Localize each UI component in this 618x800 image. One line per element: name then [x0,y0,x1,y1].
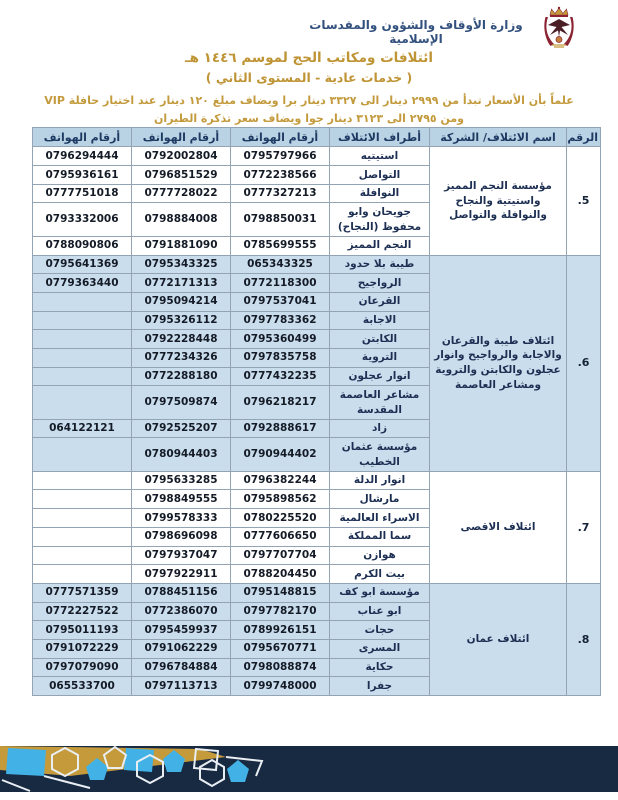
phone-cell: 0777606650 [231,527,330,546]
phone-cell: 0796784884 [132,658,231,677]
party-cell: هوازن [330,546,430,565]
phone-cell: 0797937047 [132,546,231,565]
phone-cell: 0798849555 [132,490,231,509]
coalition-name-cell: ائتلاف الاقصى [430,471,567,583]
party-cell: استيتيه [330,147,430,166]
phone-cell: 0795094214 [132,292,231,311]
phone-cell: 0798088874 [231,658,330,677]
column-header: أرقام الهواتف [33,128,132,147]
phone-cell: 0777751018 [33,184,132,203]
phone-cell: 0772238566 [231,166,330,185]
column-header: أرقام الهواتف [132,128,231,147]
table-row [33,255,601,274]
phone-cell: 0792002804 [132,147,231,166]
phone-cell: 0797509874 [132,386,231,419]
phone-cell: 0797783362 [231,311,330,330]
party-cell: حكاية [330,658,430,677]
party-cell: بيت الكرم [330,565,430,584]
phone-cell: 0789926151 [231,621,330,640]
phone-cell: 0797782170 [231,602,330,621]
phone-cell: 0785699555 [231,236,330,255]
phone-cell: 0797707704 [231,546,330,565]
column-header: أطراف الائتلاف [330,128,430,147]
phone-cell [33,330,132,349]
party-cell: النوافلة [330,184,430,203]
phone-cell: 0772288180 [132,367,231,386]
phone-cell: 0791062229 [132,639,231,658]
phone-cell: 0797835758 [231,348,330,367]
party-cell: التروية [330,348,430,367]
party-cell: زاد [330,419,430,438]
coalition-name-cell: ائتلاف عمان [430,583,567,695]
party-cell: التواصل [330,166,430,185]
phone-cell: 0790944402 [231,438,330,471]
phone-cell: 0795797966 [231,147,330,166]
phone-cell: 0795459937 [132,621,231,640]
phone-cell: 0795633285 [132,471,231,490]
phone-cell [33,471,132,490]
phone-cell: 0796294444 [33,147,132,166]
phone-cell: 0795011193 [33,621,132,640]
price-note-line1: علماً بأن الأسعار تبدأ من ٢٩٩٩ دينار الى ٣٣٢٧ دينار برا ويضاف مبلغ ١٢٠ دينار عند اختيار حافلة VIP [44,94,574,107]
phone-cell: 0772118300 [231,274,330,293]
party-cell: المسرى [330,639,430,658]
table-row [33,583,601,602]
phone-cell: 0780225520 [231,509,330,528]
party-cell: طيبة بلا حدود [330,255,430,274]
table-header-row [33,128,601,147]
phone-cell: 0788204450 [231,565,330,584]
party-cell: مشاعر العاصمة المقدسة [330,386,430,419]
phone-cell: 0799578333 [132,509,231,528]
table-row [33,471,601,490]
phone-cell: 0795148815 [231,583,330,602]
phone-cell: 0777571359 [33,583,132,602]
phone-cell: 0772227522 [33,602,132,621]
phone-cell: 0797079090 [33,658,132,677]
phone-cell: 0797113713 [132,677,231,696]
page-subtitle: ( خدمات عادية - المستوى الثاني ) [205,70,413,85]
phone-cell [33,311,132,330]
party-cell: مارشال [330,490,430,509]
phone-cell [33,438,132,471]
phone-cell: 0793332006 [33,203,132,236]
party-cell: الرواجيح [330,274,430,293]
row-number-cell: 7. [567,471,601,583]
phone-cell: 0777728022 [132,184,231,203]
phone-cell: 065343325 [231,255,330,274]
party-cell: جفرا [330,677,430,696]
phone-cell: 0777327213 [231,184,330,203]
coalition-table [32,127,601,696]
party-cell: الكابتن [330,330,430,349]
phone-cell: 0796218217 [231,386,330,419]
ministry-name: وزارة الأوقاف والشؤون والمقدسات الإسلامية [309,18,523,47]
party-cell: ابو عناب [330,602,430,621]
phone-cell [33,546,132,565]
coalition-name-cell: مؤسسة النجم المميز واستيتية والنجاح والنوافلة والتواصل [430,147,567,255]
phone-cell [33,348,132,367]
phone-cell: 0795641369 [33,255,132,274]
coalition-name-cell: ائتلاف طيبة والقرعان والاجابة والرواجيح وانوار عجلون والكابتن والتروية ومشاعر العاصمة [430,255,567,471]
column-header: اسم الائتلاف/ الشركة [430,128,567,147]
phone-cell: 0779363440 [33,274,132,293]
party-cell: جويحان وابو محفوظ (النجاح) [330,203,430,236]
row-number-cell: 8. [567,583,601,695]
phone-cell: 0777432235 [231,367,330,386]
phone-cell [33,292,132,311]
phone-cell: 0788090806 [33,236,132,255]
table-row [33,147,601,166]
phone-cell: 0795898562 [231,490,330,509]
row-number-cell: 6. [567,255,601,471]
column-header: الرقم [567,128,601,147]
phone-cell: 0795343325 [132,255,231,274]
phone-cell: 0795670771 [231,639,330,658]
phone-cell [33,527,132,546]
phone-cell: 0772386070 [132,602,231,621]
column-header: أرقام الهواتف [231,128,330,147]
page-title: ائتلافات ومكاتب الحج لموسم ١٤٤٦ هـ [184,50,434,66]
party-cell: الاسراء العالمية [330,509,430,528]
phone-cell: 0798850031 [231,203,330,236]
party-cell: النجم المميز [330,236,430,255]
coalition-table-body [33,147,601,696]
phone-cell: 0795360499 [231,330,330,349]
phone-cell: 0796851529 [132,166,231,185]
phone-cell: 0791072229 [33,639,132,658]
phone-cell [33,490,132,509]
phone-cell: 0797537041 [231,292,330,311]
party-cell: سما المملكة [330,527,430,546]
party-cell: انوار عجلون [330,367,430,386]
footer-mosaic-pattern [0,746,618,792]
phone-cell: 0795326112 [132,311,231,330]
phone-cell: 064122121 [33,419,132,438]
phone-cell: 0792888617 [231,419,330,438]
party-cell: حجات [330,621,430,640]
party-cell: مؤسسة ابو كف [330,583,430,602]
phone-cell [33,367,132,386]
phone-cell [33,509,132,528]
party-cell: القرعان [330,292,430,311]
phone-cell: 0788451156 [132,583,231,602]
phone-cell: 0799748000 [231,677,330,696]
phone-cell [33,565,132,584]
party-cell: انوار الدلة [330,471,430,490]
phone-cell: 0798884008 [132,203,231,236]
phone-cell: 0795936161 [33,166,132,185]
coalition-table-wrap [33,127,601,696]
phone-cell: 0792525207 [132,419,231,438]
phone-cell: 0791881090 [132,236,231,255]
phone-cell: 0796382244 [231,471,330,490]
phone-cell: 0792228448 [132,330,231,349]
phone-cell: 0797922911 [132,565,231,584]
price-note-line2: ومن ٢٧٩٥ الى ٣١٢٣ دينار جوا ويضاف سعر تذكرة الطيران [153,112,465,125]
phone-cell: 0772171313 [132,274,231,293]
row-number-cell: 5. [567,147,601,255]
phone-cell: 065533700 [33,677,132,696]
phone-cell: 0798696098 [132,527,231,546]
phone-cell: 0777234326 [132,348,231,367]
jordan-coat-of-arms-icon [542,6,576,48]
phone-cell [33,386,132,419]
phone-cell: 0780944403 [132,438,231,471]
party-cell: الاجابة [330,311,430,330]
party-cell: مؤسسة عثمان الخطيب [330,438,430,471]
